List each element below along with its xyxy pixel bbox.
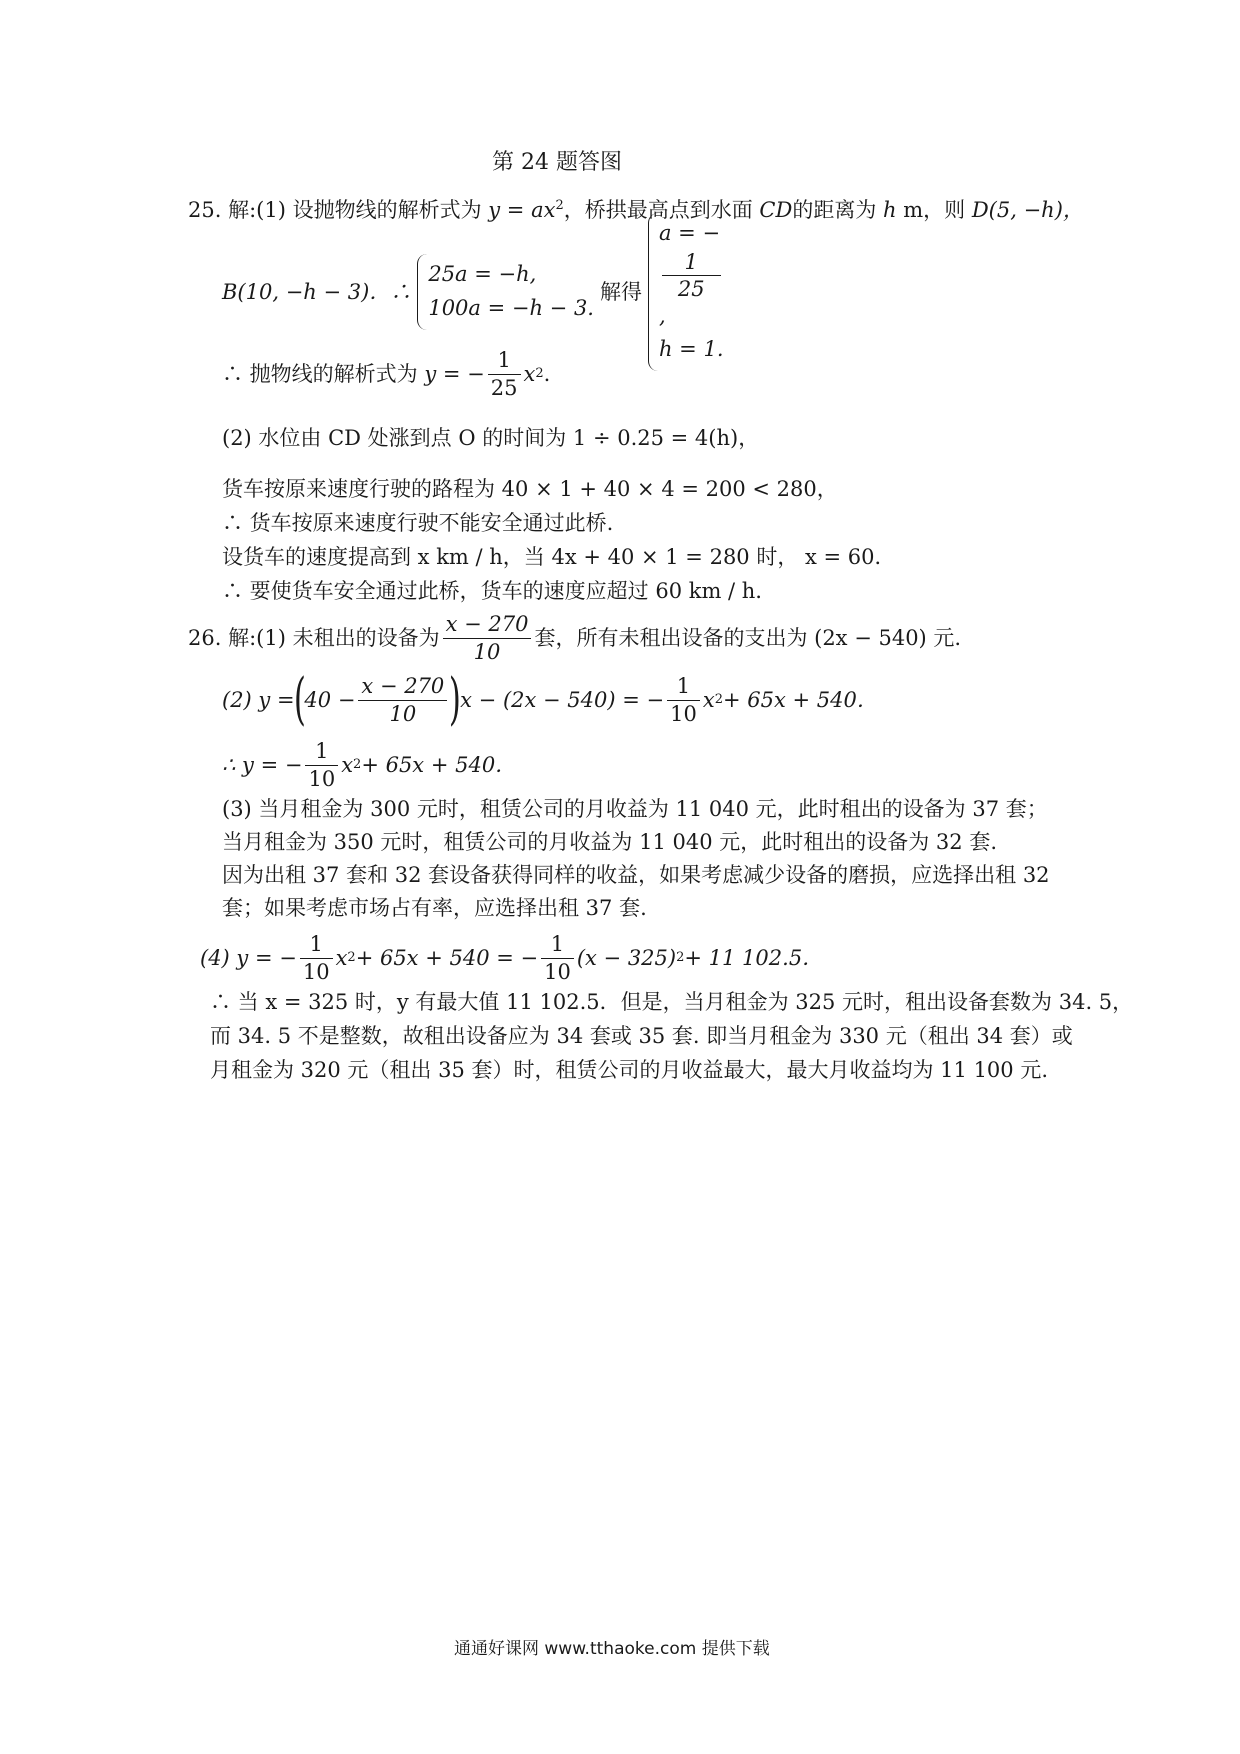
denominator: 10 (389, 701, 417, 726)
paren-close: ) (449, 667, 462, 732)
superscript: 2 (555, 198, 564, 213)
denominator: 25 (677, 276, 705, 301)
equation: + 65x + 540 = − (355, 945, 539, 970)
equation: + 65x + 540． (722, 687, 878, 712)
equation-system-2 (648, 213, 724, 371)
q25-line-4: (2) 水位由 CD 处涨到点 O 的时间为 1 ÷ 0.25 = 4(h)， (222, 426, 760, 450)
equation: y = − (424, 361, 485, 386)
denominator: 10 (670, 701, 697, 726)
numerator: 1 (305, 740, 338, 765)
q25-line-5: 货车按原来速度行驶的路程为 40 × 1 + 40 × 4 = 200 < 280， (222, 477, 838, 501)
q25-cd: CD (759, 198, 793, 222)
numerator: 1 (662, 251, 721, 276)
q25-line-2 (222, 221, 730, 362)
q26-text: (1) 未租出的设备为 (256, 625, 440, 650)
q25-line-6: ∴ 货车按原来速度行驶不能安全通过此桥. (222, 511, 614, 535)
denominator: 25 (490, 375, 518, 400)
equation: 25a = −h, (428, 262, 537, 287)
q26-line-9: ∴ 当 x = 325 时，y 有最大值 11 102.5．但是，当月租金为 325 元时，租出设备套数为 34. 5， (210, 990, 1134, 1014)
q26-line-10: 而 34. 5 不是整数，故租出设备应为 34 套或 35 套. 即当月租金为 330 元（租出 34 套）或 (210, 1024, 1073, 1048)
q26-head: 26. 解: (188, 625, 257, 650)
fraction (488, 349, 521, 398)
numerator: x − 270 (358, 675, 447, 700)
q26-line-5: 当月租金为 350 元时，租赁公司的月收益为 11 040 元，此时租出的设备为 32 套. (222, 830, 998, 854)
equation: x (523, 361, 536, 386)
q25-text: (1) 设抛物线的解析式为 (256, 198, 482, 222)
fraction (300, 933, 333, 982)
q25-point-d: D(5, −h)， (971, 198, 1084, 222)
equation: + 11 102.5． (684, 945, 824, 970)
figure-caption: 第 24 题答图 (492, 150, 622, 175)
fraction (541, 933, 574, 982)
q26-line-7: 套；如果考虑市场占有率，应选择出租 37 套. (222, 896, 647, 920)
q26-line-11: 月租金为 320 元（租出 35 套）时，租赁公司的月收益最大，最大月收益均为 11 100 元. (210, 1058, 1049, 1082)
equation: x (702, 687, 715, 712)
q25-line-7: 设货车的速度提高到 x km / h，当 4x + 40 × 1 = 280 时， x = 60． (222, 545, 896, 569)
q25-text: 的距离为 (792, 198, 877, 222)
q25-line-8: ∴ 要使货车安全通过此桥，货车的速度应超过 60 km / h． (222, 579, 777, 603)
denominator: 10 (302, 959, 330, 984)
equation: h = 1. (658, 337, 724, 362)
numerator: 1 (488, 349, 521, 374)
q26-line-4: (3) 当月租金为 300 元时，租赁公司的月收益为 11 040 元，此时租出的设备为 37 套； (222, 797, 1048, 821)
equation: a = − (658, 221, 721, 246)
q25-point-b: B(10, −h − 3)．∴ (222, 279, 412, 304)
q26-line-8: (4) y = − $\frac{1}{10}$ x 2 + 65x + 540 = − $\frac{1}{10}$ (x − 325) 2 + 11 102.5． (200, 932, 824, 984)
fraction (667, 675, 700, 724)
equation: x − (2x − 540) = − (460, 687, 665, 712)
equation: + 65x + 540． (361, 752, 517, 777)
q25-eq: y = ax (488, 198, 556, 222)
equation: 40 − (304, 687, 356, 712)
q26-line-6: 因为出租 37 套和 32 套设备获得同样的收益，如果考虑减少设备的磨损，应选择出租 32 (222, 863, 1050, 887)
q25-h: h (883, 198, 897, 222)
q26-line-3: ∴ y = − $\frac{1}{10}$ x 2 + 65x + 540． (222, 739, 517, 791)
numerator: x − 270 (443, 613, 532, 638)
q25-text: ，桥拱最高点到水面 (563, 198, 753, 222)
denominator: 10 (544, 959, 571, 984)
equation: x (335, 945, 348, 970)
fraction (358, 675, 447, 724)
numerator: 1 (541, 933, 574, 958)
equation: (2) y = (222, 687, 295, 712)
fraction (662, 251, 721, 300)
q26-text: 套，所有未租出设备的支出为 (2x − 540) 元. (534, 625, 962, 650)
q26-line-1 (188, 610, 961, 666)
fraction (305, 740, 338, 789)
punct: , (658, 303, 666, 328)
solve-label: 解得 (599, 279, 642, 304)
numerator: 1 (300, 933, 333, 958)
denominator: 10 (473, 639, 501, 664)
paren-open: ( (293, 667, 306, 732)
equation: 100a = −h − 3. (428, 296, 594, 320)
fraction (443, 613, 532, 662)
denominator: 10 (308, 766, 336, 791)
q25-line-3: ∴ 抛物线的解析式为 y = − $\frac{1}{25}$ x 2 . (222, 348, 551, 400)
equation: (4) y = − (200, 945, 297, 970)
page-footer: 通通好课网 www.tthaoke.com 提供下载 (454, 1639, 770, 1659)
equation-system-1 (417, 254, 594, 329)
q25-line-1 (188, 200, 1084, 221)
q25-head: 25. 解: (188, 198, 257, 222)
q26-line-2: (2) y = ( 40 − $\frac{x - 270}{10}$ ) x − (2x − 540) = − $\frac{1}{10}$ x 2 + 65x + 540． (222, 667, 878, 732)
equation: (x − 325) (576, 945, 677, 970)
equation: ∴ y = − (222, 752, 303, 777)
q25-text: m，则 (896, 198, 966, 222)
numerator: 1 (667, 675, 700, 700)
equation: x (341, 752, 354, 777)
q25-text: ∴ 抛物线的解析式为 (222, 361, 418, 386)
punct: . (543, 361, 551, 386)
